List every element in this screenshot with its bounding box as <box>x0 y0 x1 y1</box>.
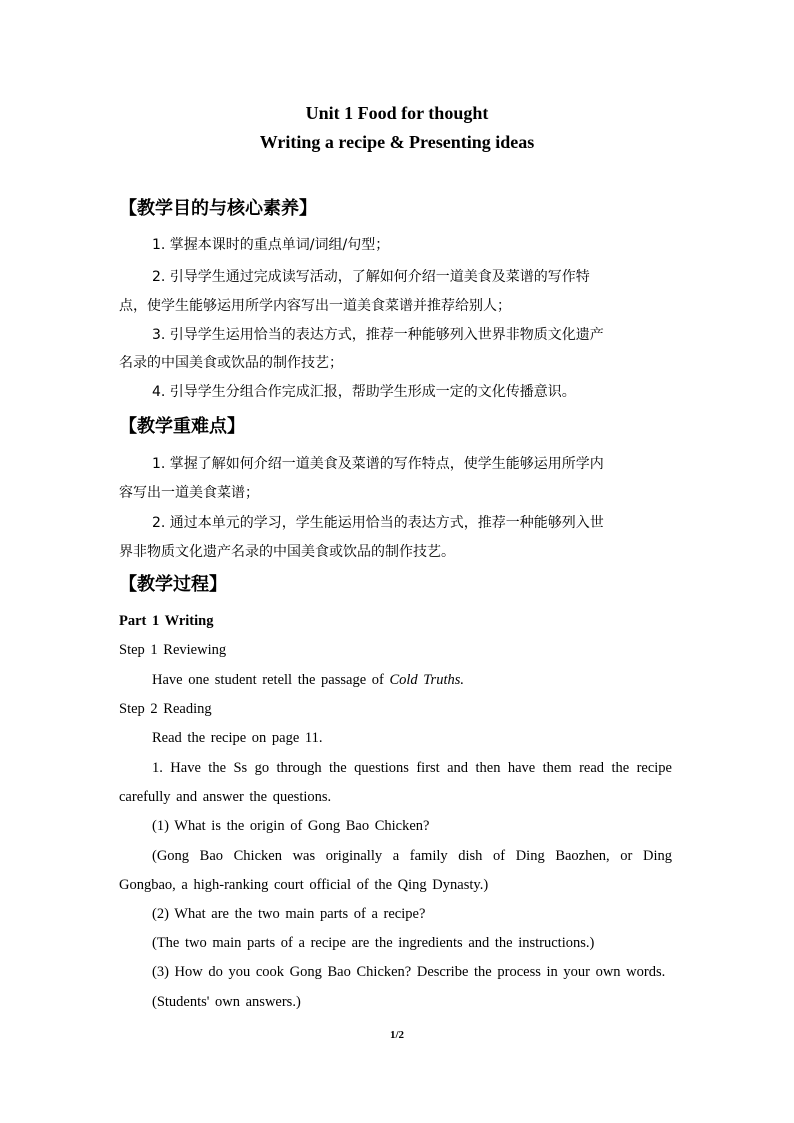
objective-item-3: 3. 引导学生运用恰当的表达方式，推荐一种能够列入世界非物质文化遗产 <box>152 327 604 343</box>
question-intro-line-2: carefully and answer the questions. <box>119 789 332 805</box>
question-1: (1) What is the origin of Gong Bao Chicken? <box>152 818 430 834</box>
document-title-line-1: Unit 1 Food for thought <box>305 103 489 123</box>
objective-item-2: 2. 引导学生通过完成读写活动，了解如何介绍一道美食及菜谱的写作特 <box>152 269 590 285</box>
step-2-text: Read the recipe on page 11. <box>152 730 323 746</box>
step-1-heading: Step 1 Reviewing <box>119 642 227 658</box>
key-point-item-2-continued: 界非物质文化遗产名录的中国美食或饮品的制作技艺。 <box>119 544 455 560</box>
answer-1-line-1: (Gong Bao Chicken was originally a family dish of Ding Baozhen, or Ding <box>152 848 672 864</box>
step-1-text <box>152 672 464 689</box>
page-number: 1/2 <box>389 1029 405 1041</box>
key-point-item-1-continued: 容写出一道美食菜谱； <box>119 485 259 501</box>
question-intro-line-1: 1. Have the Ss go through the questions first and then have them read the recipe <box>152 760 672 776</box>
step-1-text-prefix: Have one student retell the passage of <box>152 672 390 688</box>
answer-3: (Students' own answers.) <box>152 994 301 1010</box>
section-heading-objectives: 【教学目的与核心素养】 <box>119 198 317 219</box>
part-title: Part 1 Writing <box>119 613 214 629</box>
question-2: (2) What are the two main parts of a recipe? <box>152 906 426 922</box>
objective-item-2-continued: 点，使学生能够运用所学内容写出一道美食菜谱并推荐给别人； <box>119 298 511 314</box>
step-2-heading: Step 2 Reading <box>119 701 212 717</box>
answer-2: (The two main parts of a recipe are the ingredients and the instructions.) <box>152 935 595 951</box>
objective-item-3-continued: 名录的中国美食或饮品的制作技艺； <box>119 355 343 371</box>
objective-item-1: 1. 掌握本课时的重点单词/词组/句型； <box>152 237 390 253</box>
key-point-item-1: 1. 掌握了解如何介绍一道美食及菜谱的写作特点，使学生能够运用所学内 <box>152 456 604 472</box>
document-title-line-2: Writing a recipe & Presenting ideas <box>259 132 535 152</box>
objective-item-4: 4. 引导学生分组合作完成汇报，帮助学生形成一定的文化传播意识。 <box>152 384 576 400</box>
answer-1-line-2: Gongbao, a high-ranking court official of the Qing Dynasty.) <box>119 877 489 893</box>
section-heading-key-points: 【教学重难点】 <box>119 416 245 437</box>
question-3: (3) How do you cook Gong Bao Chicken? Describe the process in your own words. <box>152 964 666 980</box>
section-heading-process: 【教学过程】 <box>119 574 227 595</box>
key-point-item-2: 2. 通过本单元的学习，学生能运用恰当的表达方式，推荐一种能够列入世 <box>152 515 604 531</box>
passage-title: Cold Truths. <box>389 672 464 688</box>
